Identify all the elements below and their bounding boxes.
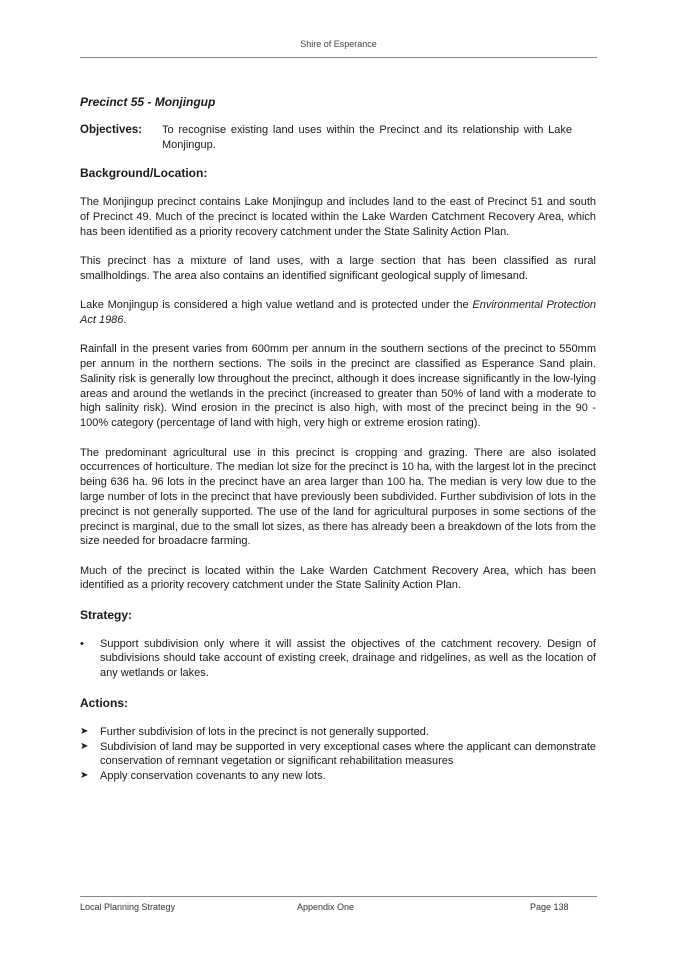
strategy-heading: Strategy: [80, 607, 133, 622]
footer-page-number: Page 138 [530, 902, 569, 912]
strategy-item [80, 637, 596, 681]
paragraph-3-end: . [123, 313, 127, 326]
page-header: Shire of Esperance [300, 39, 377, 49]
footer-divider [80, 896, 597, 897]
background-paragraph-1: The Monjingup precinct contains Lake Monjingup and includes land to the east of Precinct 51 and south of Precinct 49. Much of the precinct is located within the Lake Warden Catchment Recovery Area, which has been identified as a priority recovery catchment under the State Salinity Action Plan. [80, 196, 596, 238]
footer-appendix: Appendix One [297, 902, 355, 912]
background-paragraph-6: Much of the precinct is located within the Lake Warden Catchment Recovery Area, which has been identified as a priority recovery catchment under the State Salinity Action Plan. [80, 564, 596, 592]
strategy-item-text: Support subdivision only where it will assist the objectives of the catchment recovery. Design of subdivisions should take account of existing creek, drainage and ridgelines, as well as the location of any wetlands or lakes. [100, 637, 596, 680]
action-item [80, 769, 596, 784]
action-item [80, 740, 596, 770]
arrow-bullet-icon: ➤ [80, 770, 89, 782]
action-item [80, 725, 596, 740]
objectives-text: To recognise existing land uses within the Precinct and its relationship with Lake Monjingup. [162, 123, 572, 151]
background-paragraph-4: Rainfall in the present varies from 600mm per annum in the southern sections of the precinct to 550mm per annum in the northern sections. The soils in the precinct are classified as Esperance Sand plain. Salinity risk is generally low throughout the precinct, although it does increase significantly in the low-lying areas and around the wetlands in the precinct (increased to greater than 50% of land with a moderate to high salinity risk). Wind erosion in the precinct is also high, with most of the precinct being in the 90 - 100% category (percentage of land with high, very high or extreme erosion rating). [80, 343, 596, 430]
precinct-title: Precinct 55 - Monjingup [80, 95, 216, 109]
actions-list [80, 725, 596, 784]
background-paragraph-5: The predominant agricultural use in this precinct is cropping and grazing. There are also isolated occurrences of horticulture. The median lot size for the precinct is 10 ha, with the largest lot in the precinct being 636 ha. 96 lots in the precinct have an area larger than 100 ha. The median is very low due to the large number of lots in the precinct that have previously been subdivided. Further subdivision of lots in the precinct is not generally supported. The use of the land for agricultural purposes in some sections of the precinct is marginal, due to the small lot sizes, as there has already been a breakdown of the lots from the size needed for broadacre farming. [80, 446, 596, 548]
header-divider [80, 57, 597, 58]
action-item-text: Subdivision of land may be supported in very exceptional cases where the applicant can demonstrate conservation of remnant vegetation or significant rehabilitation measures [100, 740, 596, 768]
action-item-text: Apply conservation covenants to any new lots. [100, 770, 326, 783]
act-name: Environmental Protection Act 1986 [80, 299, 596, 326]
paragraph-3-text: Lake Monjingup is considered a high value wetland and is protected under the [80, 299, 473, 312]
action-item-text: Further subdivision of lots in the precinct is not generally supported. [100, 725, 429, 738]
objectives-label: Objectives: [80, 123, 142, 136]
footer-document-name: Local Planning Strategy [80, 902, 176, 912]
bullet-icon: • [80, 637, 84, 650]
arrow-bullet-icon: ➤ [80, 725, 89, 737]
arrow-bullet-icon: ➤ [80, 740, 89, 752]
document-body [80, 95, 596, 784]
background-heading: Background/Location: [80, 166, 208, 181]
strategy-list [80, 637, 596, 681]
background-paragraph-2: This precinct has a mixture of land uses, with a large section that has been classified as rural smallholdings. The area also contains an identified significant geological supply of limesand. [80, 255, 596, 282]
actions-heading: Actions: [80, 695, 128, 710]
objectives-block [80, 123, 596, 153]
background-paragraph-3 [80, 298, 596, 328]
